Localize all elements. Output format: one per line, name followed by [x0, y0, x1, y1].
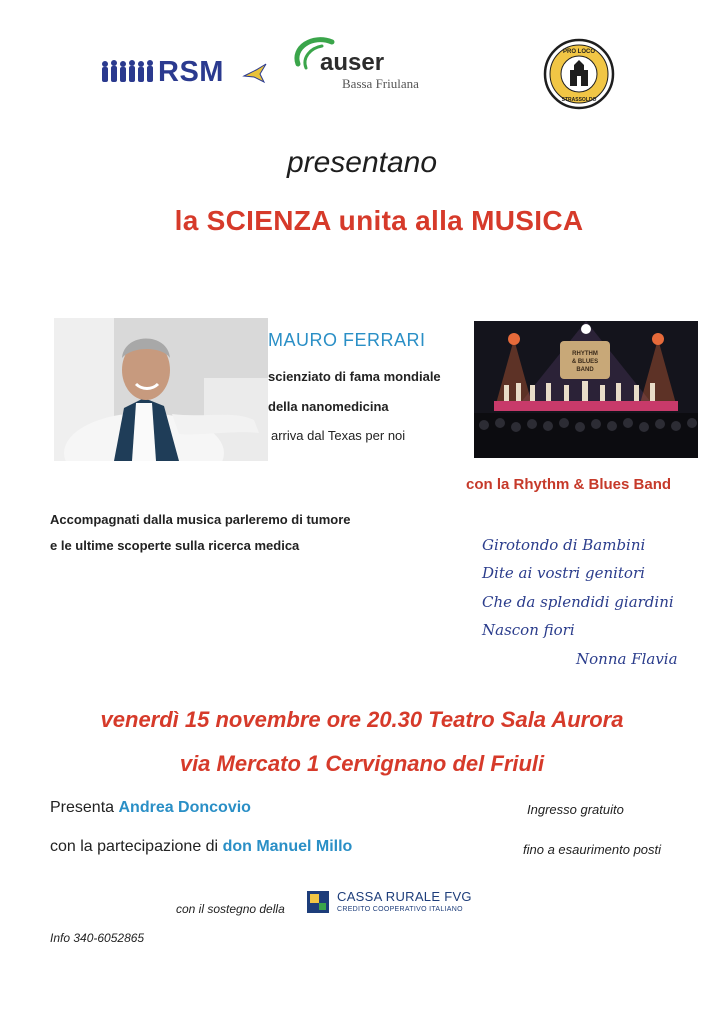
rsm-text: RSM — [158, 56, 224, 88]
speaker-description-1: scienziato di fama mondiale — [268, 369, 441, 384]
sponsor-prefix: con il sostegno della — [176, 902, 285, 916]
speaker-name: MAURO FERRARI — [268, 330, 426, 350]
band-label: con la Rhythm & Blues Band — [466, 476, 672, 493]
cassa-rurale-icon — [307, 891, 329, 913]
svg-text:RHYTHM: RHYTHM — [572, 351, 598, 357]
event-title: la SCIENZA unita alla MUSICA — [174, 205, 584, 236]
auser-logo — [290, 34, 440, 96]
intro-line-2: e le ultime scoperte sulla ricerca medica — [50, 538, 300, 553]
guest-name: don Manuel Millo — [222, 838, 353, 855]
rsm-logo — [100, 54, 270, 90]
svg-text:BAND: BAND — [576, 367, 594, 373]
song-title: Girotondo di Bambini — [482, 536, 646, 554]
info-phone: Info 340-6052865 — [50, 931, 145, 945]
song-title: Nascon fiori — [482, 621, 575, 639]
people-icon — [100, 58, 156, 86]
band-photo — [474, 321, 698, 458]
intro-line-1: Accompagnati dalla musica parleremo di tumore — [50, 512, 351, 527]
svg-text:STRASSOLDO: STRASSOLDO — [561, 97, 597, 103]
event-date: venerdì 15 novembre ore 20.30 Teatro Sala Aurora — [100, 707, 624, 732]
auser-name: auser — [320, 49, 385, 76]
presenter-name: Andrea Doncovio — [118, 799, 251, 816]
speaker-description-2: della nanomedicina — [268, 399, 389, 414]
event-address: via Mercato 1 Cervignano del Friuli — [179, 751, 545, 776]
guest-prefix: con la partecipazione di — [50, 838, 223, 855]
auser-subtitle: Bassa Friulana — [342, 76, 419, 91]
sponsor-logo — [307, 889, 472, 919]
star-icon — [242, 62, 268, 84]
presenter-prefix: Presenta — [50, 799, 119, 816]
svg-text:& BLUES: & BLUES — [571, 359, 599, 365]
speaker-photo — [54, 318, 268, 461]
proloco-logo — [543, 38, 615, 110]
presentano-heading: presentano — [286, 146, 438, 179]
presenter-line — [50, 799, 251, 817]
entry-free: Ingresso gratuito — [527, 802, 624, 817]
guest-line — [50, 838, 352, 856]
sponsor-name: CASSA RURALE FVG — [337, 889, 472, 904]
svg-text:PRO LOCO: PRO LOCO — [562, 49, 596, 55]
entry-limit: fino a esaurimento posti — [523, 842, 662, 857]
song-title: Che da splendidi giardini — [482, 593, 674, 611]
speaker-description-3: arriva dal Texas per noi — [271, 428, 406, 443]
song-title: Dite ai vostri genitori — [482, 564, 645, 582]
proloco-seal — [543, 38, 615, 110]
song-title: Nonna Flavia — [576, 650, 678, 668]
sponsor-subtitle: CREDITO COOPERATIVO ITALIANO — [337, 906, 463, 913]
